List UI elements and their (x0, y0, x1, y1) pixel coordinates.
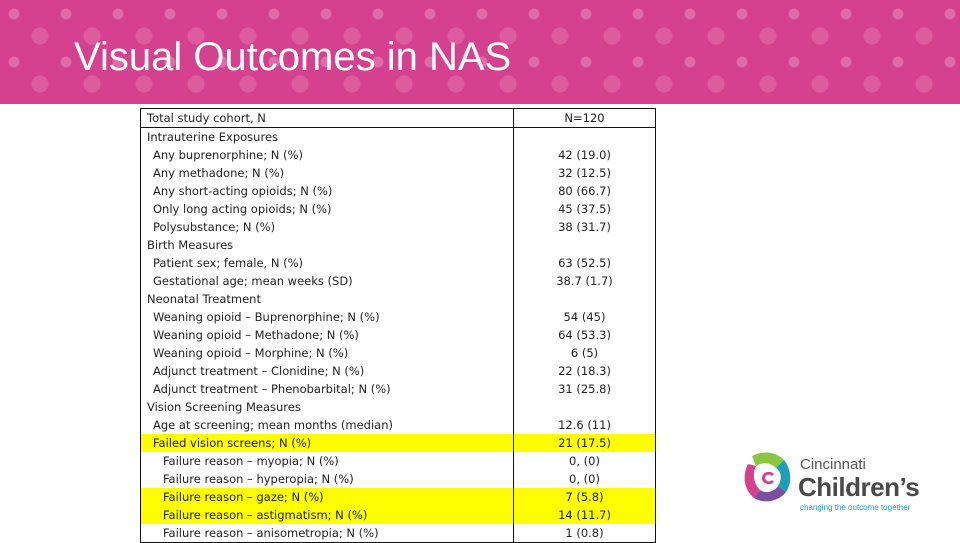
row-label: Adjunct treatment – Clonidine; N (%) (153, 364, 365, 378)
row-value: 64 (53.3) (558, 328, 611, 342)
row-value: 45 (37.5) (558, 202, 611, 216)
row-value: 31 (25.8) (558, 382, 611, 396)
cincinnati-childrens-logo (742, 448, 932, 514)
logo-line1: Cincinnati (800, 456, 866, 473)
row-value: 1 (0.8) (565, 526, 604, 540)
row-value: 63 (52.5) (558, 256, 611, 270)
labels-cell (141, 128, 514, 543)
section-heading: Vision Screening Measures (147, 400, 301, 414)
row-value: 0, (0) (569, 454, 600, 468)
row-value: 12.6 (11) (558, 418, 611, 432)
row-value: 32 (12.5) (558, 166, 611, 180)
section-heading: Intrauterine Exposures (147, 130, 279, 144)
row-value-highlighted: 7 (5.8) (514, 488, 655, 506)
row-value-highlighted: 21 (17.5) (514, 434, 655, 452)
row-label: Gestational age; mean weeks (SD) (153, 274, 353, 288)
row-label: Failure reason – hyperopia; N (%) (163, 472, 354, 486)
row-label: Patient sex; female, N (%) (153, 256, 304, 270)
table-row-cohort (141, 109, 656, 128)
values-cell (514, 128, 656, 543)
row-value (514, 128, 655, 146)
row-value-highlighted: 14 (11.7) (514, 506, 655, 524)
row-value: 54 (45) (563, 310, 606, 324)
row-label: Any short-acting opioids; N (%) (153, 184, 333, 198)
row-label: Any buprenorphine; N (%) (153, 148, 303, 162)
row-value: 0, (0) (569, 472, 600, 486)
cohort-value-cell (514, 109, 656, 128)
section-heading: Neonatal Treatment (147, 292, 261, 306)
row-value: 38 (31.7) (558, 220, 611, 234)
row-label: Weaning opioid – Buprenorphine; N (%) (153, 310, 380, 324)
row-value (514, 236, 655, 254)
row-value: 42 (19.0) (558, 148, 611, 162)
row-value: 80 (66.7) (558, 184, 611, 198)
section-heading: Birth Measures (147, 238, 234, 252)
row-label: Weaning opioid – Methadone; N (%) (153, 328, 359, 342)
row-label: Any methadone; N (%) (153, 166, 285, 180)
row-label: Failure reason – anisometropia; N (%) (163, 526, 379, 540)
row-label: Polysubstance; N (%) (153, 220, 276, 234)
row-label-highlighted: Failure reason – gaze; N (%) (141, 488, 513, 506)
row-value: 6 (5) (570, 346, 599, 360)
row-value: 22 (18.3) (558, 364, 611, 378)
row-label-highlighted: Failed vision screens; N (%) (141, 434, 513, 452)
row-label: Failure reason – myopia; N (%) (163, 454, 339, 468)
slide-title: Visual Outcomes in NAS (74, 35, 512, 79)
title-banner (0, 0, 960, 104)
logo-line2: Children’s (798, 472, 920, 502)
outcomes-table (140, 108, 656, 543)
table-row-main (141, 128, 656, 543)
row-label-highlighted: Failure reason – astigmatism; N (%) (141, 506, 513, 524)
row-value: 38.7 (1.7) (556, 274, 613, 288)
row-label: Adjunct treatment – Phenobarbital; N (%) (153, 382, 391, 396)
row-value (514, 398, 655, 416)
row-label: Only long acting opioids; N (%) (153, 202, 332, 216)
cohort-label-cell (141, 109, 514, 128)
row-value: N=120 (564, 111, 605, 125)
logo-mark-icon (742, 448, 796, 514)
row-label: Total study cohort, N (147, 111, 266, 125)
row-label: Age at screening; mean months (median) (153, 418, 393, 432)
row-label: Weaning opioid – Morphine; N (%) (153, 346, 349, 360)
logo-tagline: changing the outcome together (800, 503, 911, 512)
row-value (514, 290, 655, 308)
